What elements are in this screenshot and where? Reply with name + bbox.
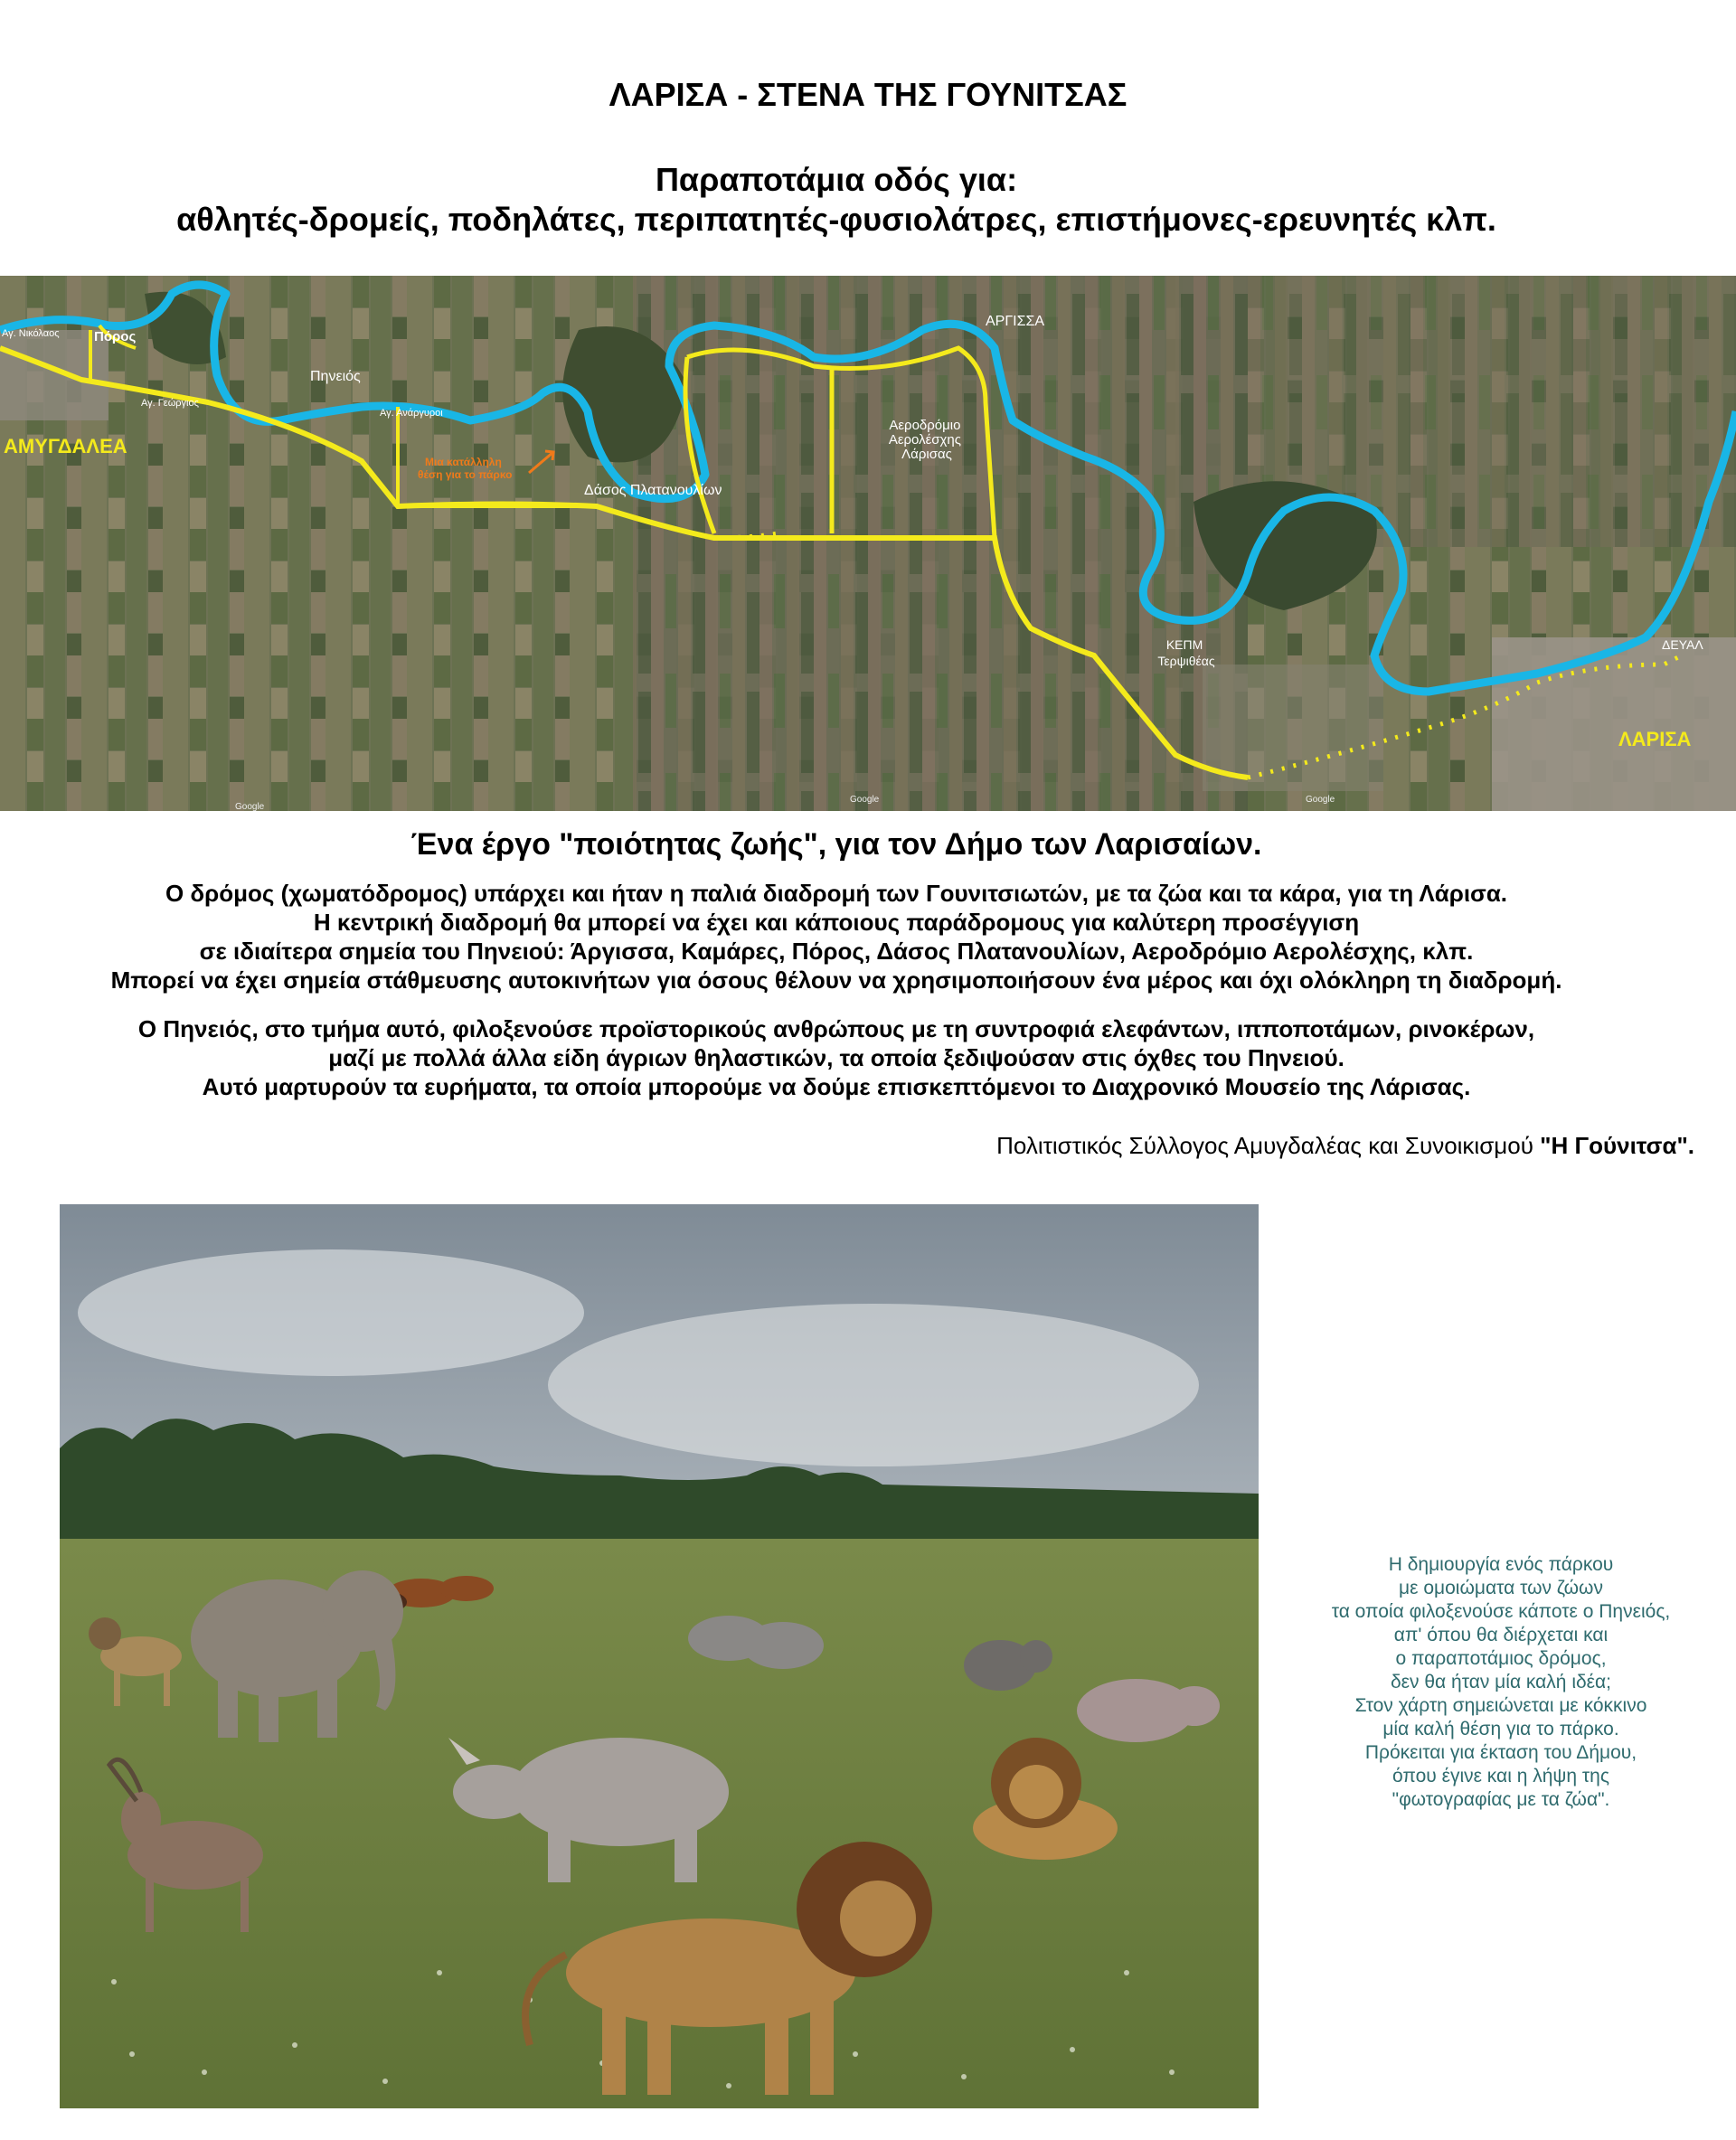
caption-line: δεν θα ήταν μία καλή ιδέα; xyxy=(1390,1672,1612,1692)
caption-line: Στον χάρτη σημειώνεται με κόκκινο xyxy=(1354,1695,1647,1716)
caption-line: όπου έγινε και η λήψη της xyxy=(1392,1766,1609,1786)
caption-line: "φωτογραφίας με τα ζώα". xyxy=(1392,1789,1610,1810)
map-label-argissa: ΑΡΓΙΣΣΑ xyxy=(986,314,1045,329)
paragraph-line: σε ιδιαίτερα σημεία του Πηνειού: Άργισσα, Καμάρες, Πόρος, Δάσος Πλατανουλίων, Αεροδρόμιο Αερολέσχης, κλπ. xyxy=(199,938,1474,965)
subtitle-line-1: Παραποτάμια οδός για: xyxy=(655,161,1018,198)
map-label-amygdalea: ΑΜΥΓΔΑΛΕΑ xyxy=(4,435,127,457)
signature-name: "Η Γούνιτσα". xyxy=(1540,1132,1694,1159)
paragraph-line: Η κεντρική διαδρομή θα μπορεί να έχει και κάποιους παράδρομους για καλύτερη προσέγγιση xyxy=(313,909,1360,936)
caption-line: με ομοιώματα των ζώων xyxy=(1399,1578,1603,1598)
map-label-ag-nikolaos: Αγ. Νικόλαος xyxy=(2,328,60,339)
caption-line: μία καλή θέση για το πάρκο. xyxy=(1382,1719,1619,1739)
satellite-map xyxy=(0,276,1736,811)
caption-line: απ' όπου θα διέρχεται και xyxy=(1393,1625,1609,1645)
signature xyxy=(996,1132,1694,1160)
map-label-dasos: Δάσος Πλατανουλίων xyxy=(584,483,722,498)
park-caption xyxy=(1266,1553,1736,1812)
map-label-ag-anargyroi: Αγ. Ανάργυροι xyxy=(380,408,443,419)
google-watermark: Google xyxy=(850,795,880,805)
map-label-aerodromio: Αεροδρόμιο Αερολέσχης Λάρισας xyxy=(888,418,961,462)
paragraph-route xyxy=(0,879,1673,995)
page-title: ΛΑΡΙΣΑ - ΣΤΕΝΑ ΤΗΣ ΓΟΥΝΙΤΣΑΣ xyxy=(609,76,1127,113)
map-label-park-spot: Μια κατάλληλη θέση για το πάρκο xyxy=(418,456,513,481)
quality-heading: Ένα έργο "ποιότητας ζωής", για τον Δήμο των Λαρισαίων. xyxy=(410,827,1262,862)
map-label-ag-georgios: Αγ. Γεώργιος xyxy=(141,398,199,409)
signature-text: Πολιτιστικός Σύλλογος Αμυγδαλέας και Συνοικισμού xyxy=(996,1132,1541,1159)
map-label-kepm: ΚΕΠΜ Τερψιθέας xyxy=(1157,637,1215,668)
google-watermark: Google xyxy=(235,802,265,811)
map-label-poros: Πόρος xyxy=(94,329,137,344)
map-label-deyal: ΔΕΥΑΛ xyxy=(1662,637,1703,652)
caption-line: ο παραποτάμιος δρόμος, xyxy=(1395,1648,1607,1669)
map-label-larisa: ΛΑΡΙΣΑ xyxy=(1618,728,1692,750)
paragraph-line: Ο δρόμος (χωματόδρομος) υπάρχει και ήταν η παλιά διαδρομή των Γουνιτσιωτών, με τα ζώα και τα κάρα, για τη Λάρισα. xyxy=(165,880,1508,907)
paragraph-line: Αυτό μαρτυρούν τα ευρήματα, τα οποία μπορούμε να δούμε επισκεπτόμενοι το Διαχρονικό Μουσείο της Λάρισας. xyxy=(202,1073,1471,1100)
paragraph-line: Μπορεί να έχει σημεία στάθμευσης αυτοκινήτων για όσους θέλουν να χρησιμοποιήσουν ένα μέρος και όχι ολόκληρη τη διαδρομή. xyxy=(110,966,1562,994)
caption-line: τα οποία φιλοξενούσε κάποτε ο Πηνειός, xyxy=(1331,1601,1671,1622)
paragraph-history xyxy=(0,1014,1673,1101)
caption-line: Πρόκειται για έκταση του Δήμου, xyxy=(1364,1742,1637,1763)
subtitle-line-2: αθλητές-δρομείς, ποδηλάτες, περιπατητές-φυσιολάτρες, επιστήμονες-ερευνητές κλπ. xyxy=(176,201,1496,238)
animals-photo xyxy=(60,1204,1259,2108)
google-watermark: Google xyxy=(1306,795,1335,805)
paragraph-line: Ο Πηνειός, στο τμήμα αυτό, φιλοξενούσε προϊστορικούς ανθρώπους με τη συντροφιά ελεφάντων, ιπποποτάμων, ρινοκέρων, xyxy=(137,1015,1535,1042)
map-label-pineios: Πηνειός xyxy=(310,369,361,384)
paragraph-line: μαζί με πολλά άλλα είδη άγριων θηλαστικών, τα οποία ξεδιψούσαν στις όχθες του Πηνειού. xyxy=(328,1044,1344,1071)
caption-line: Η δημιουργία ενός πάρκου xyxy=(1388,1554,1614,1575)
